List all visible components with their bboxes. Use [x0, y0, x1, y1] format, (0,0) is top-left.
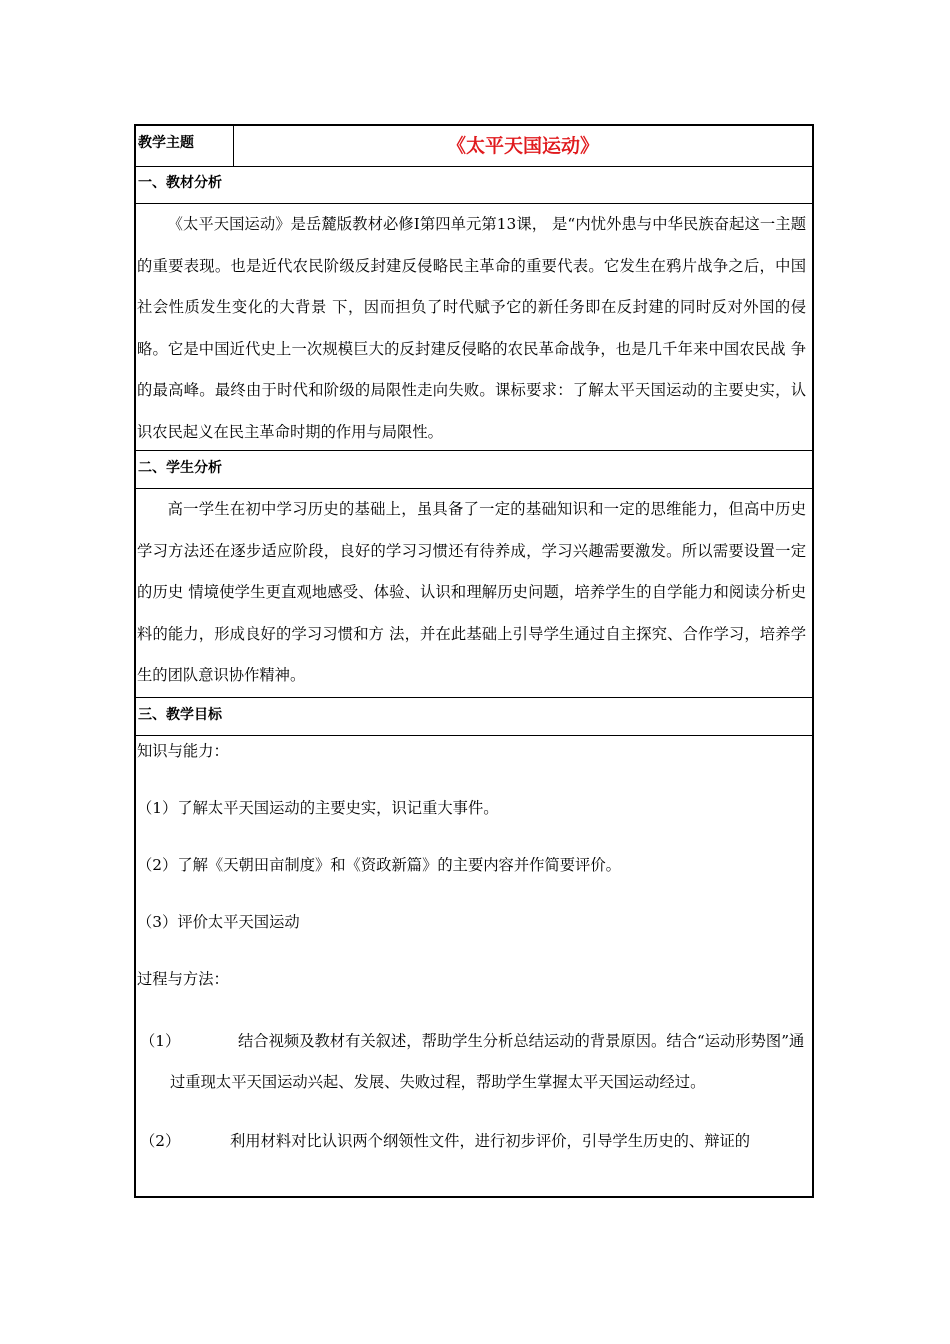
- material-analysis-body: 《太平天国运动》是岳麓版教材必修Ⅰ第四单元第13课， 是“内忧外患与中华民族奋起这一主题的重要表现。也是近代农民阶级反封建反侵略民主革命的重要代表。它发生在鸦片战争之后，中国社会性质发生变化的大背景 下，因而担负了时代赋予它的新任务即在反封建的同时反对外国的侵略。它是中国近代史上一次规模巨大的反封建反侵略的农民革命战争，也是几千年来中国农民战 争的最高峰。最终由于时代和阶级的局限性走向失败。课标要求：了解太平天国运动的主要史实，认识农民起义在民主革命时期的作用与局限性。: [136, 204, 812, 451]
- process-item: [137, 1121, 806, 1162]
- knowledge-item: （3）评价太平天国运动: [137, 913, 300, 931]
- lesson-title: 《太平天国运动》: [446, 135, 599, 157]
- process-item-number: （1）: [140, 1032, 181, 1050]
- process-label: 过程与方法：: [137, 970, 229, 988]
- knowledge-item: （1）了解太平天国运动的主要史实，识记重大事件。: [137, 799, 499, 817]
- knowledge-item: （2）了解《天朝田亩制度》和《资政新篇》的主要内容并作简要评价。: [137, 856, 621, 874]
- topic-label: 教学主题: [136, 126, 234, 166]
- lesson-plan-table: [134, 124, 814, 1198]
- teaching-goals-body: [136, 736, 812, 1198]
- student-analysis-body: 高一学生在初中学习历史的基础上，虽具备了一定的基础知识和一定的思维能力，但高中历史学习方法还在逐步适应阶段，良好的学习习惯还有待养成，学习兴趣需要激发。所以需要设置一定的历史 情境使学生更直观地感受、体验、认识和理解历史问题，培养学生的自学能力和阅读分析史料的能力，形成良好的学习习惯和方 法，并在此基础上引导学生通过自主探究、合作学习，培养学生的团队意识协作精神。: [136, 489, 812, 698]
- teaching-goals-heading: 三、教学目标: [136, 698, 812, 736]
- student-analysis-heading: 二、学生分析: [136, 451, 812, 489]
- process-item-text: 利用材料对比认识两个纲领性文件，进行初步评价，引导学生历史的、辩证的: [230, 1132, 751, 1150]
- process-item-text: 结合视频及教材有关叙述，帮助学生分析总结运动的背景原因。结合“运动形势图”通过重现太平天国运动兴起、发展、失败过程，帮助学生掌握太平天国运动经过。: [170, 1032, 805, 1091]
- process-item: [137, 1021, 806, 1103]
- process-item-number: （2）: [140, 1132, 181, 1150]
- knowledge-label: 知识与能力：: [137, 742, 229, 760]
- material-analysis-heading: 一、教材分析: [136, 166, 812, 204]
- topic-row: [136, 126, 812, 167]
